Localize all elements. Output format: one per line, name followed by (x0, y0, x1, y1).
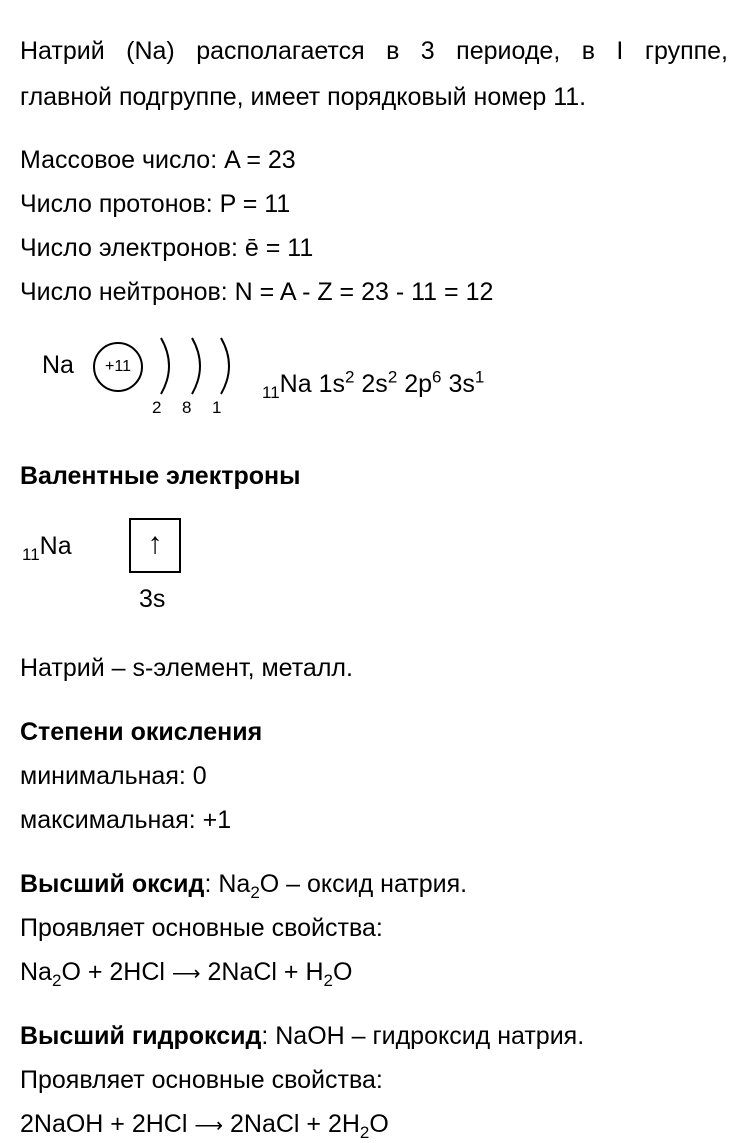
neutron-count: Число нейтронов: N = A - Z = 23 - 11 = 12 (20, 278, 494, 306)
oxide-eq-part: O (333, 958, 353, 986)
config-electrons: 1 (474, 367, 485, 387)
shell-arc-2 (192, 338, 200, 394)
oxidation-min: минимальная: 0 (20, 762, 207, 790)
oxidation-heading: Степени окисления (20, 718, 263, 746)
config-electrons: 2 (344, 367, 355, 387)
hydroxide-properties: Проявляет основные свойства: (20, 1066, 383, 1094)
oxidation-max: максимальная: +1 (20, 806, 232, 834)
hydroxide-rest: : NaOH – гидроксид натрия. (261, 1022, 585, 1050)
shell-arc-3 (221, 338, 229, 394)
reaction-arrow-icon: ⟶ (171, 963, 201, 985)
hydroxide-eq-sub: 2 (359, 1123, 370, 1142)
atom-symbol: Na (42, 351, 74, 379)
config-orbital: 3s (448, 370, 475, 398)
oxide-eq-part: O + 2HCl (61, 958, 172, 986)
oxide-properties: Проявляет основные свойства: (20, 914, 383, 942)
config-orbital: 2p (404, 370, 433, 398)
config-orbital: 2s (361, 370, 388, 398)
orbital-label: 3s (139, 585, 166, 613)
spin-up-arrow-icon: ↑ (147, 527, 163, 560)
valence-z: 11 (22, 545, 40, 564)
shell-count-1: 2 (152, 398, 162, 417)
config-electrons: 6 (432, 367, 442, 387)
electron-shells (155, 336, 245, 396)
hydroxide-eq-part: 2NaOH + 2HCl (20, 1110, 195, 1138)
oxide-line: Высший оксид: $Na_2O$ – оксид натрия. (20, 870, 468, 902)
shell-arc-1 (161, 338, 169, 394)
config-symbol: Na (279, 370, 312, 398)
atom-nucleus: +11 (93, 342, 143, 392)
intro-line-2: главной подгруппе, имеет порядковый номер 11. (20, 83, 587, 111)
electron-configuration (262, 367, 485, 402)
oxide-eq-part: Na (20, 958, 52, 986)
proton-count: Число протонов: P = 11 (20, 190, 291, 218)
valence-symbol: Na (39, 532, 72, 560)
valence-heading: Валентные электроны (20, 462, 301, 490)
config-z: 11 (262, 383, 280, 402)
intro-line-1: Натрий (Na) располагается в 3 периоде, в I группе, (20, 37, 728, 65)
oxide-eq-sub: 2 (323, 971, 333, 990)
orbital-box (129, 518, 181, 573)
oxide-formula-b: O (259, 870, 280, 898)
mass-number: Массовое число: A = 23 (20, 146, 296, 174)
oxide-formula-sub: 2 (250, 883, 260, 902)
hydroxide-eq-part: O (369, 1110, 389, 1138)
config-orbital: 1s (318, 370, 345, 398)
hydroxide-line (20, 1022, 584, 1051)
oxide-eq-part: 2NaCl + H (200, 958, 324, 986)
shell-count-2: 8 (182, 398, 192, 417)
oxide-equation (20, 958, 353, 990)
oxide-label: Высший оксид (20, 870, 205, 898)
hydroxide-label: Высший гидроксид (20, 1022, 262, 1050)
electron-count: Число электронов: ē = 11 (20, 234, 314, 262)
config-electrons: 2 (387, 367, 398, 387)
oxide-name: – оксид натрия. (279, 870, 468, 898)
element-type: Натрий – s-элемент, металл. (20, 654, 353, 682)
valence-element (22, 532, 72, 564)
hydroxide-equation (20, 1110, 389, 1142)
hydroxide-eq-part: 2NaCl + 2H (223, 1110, 360, 1138)
oxide-eq-sub: 2 (51, 971, 62, 990)
oxide-formula-a: Na (218, 870, 251, 898)
shell-count-3: 1 (212, 398, 222, 417)
reaction-arrow-icon: ⟶ (194, 1115, 224, 1137)
